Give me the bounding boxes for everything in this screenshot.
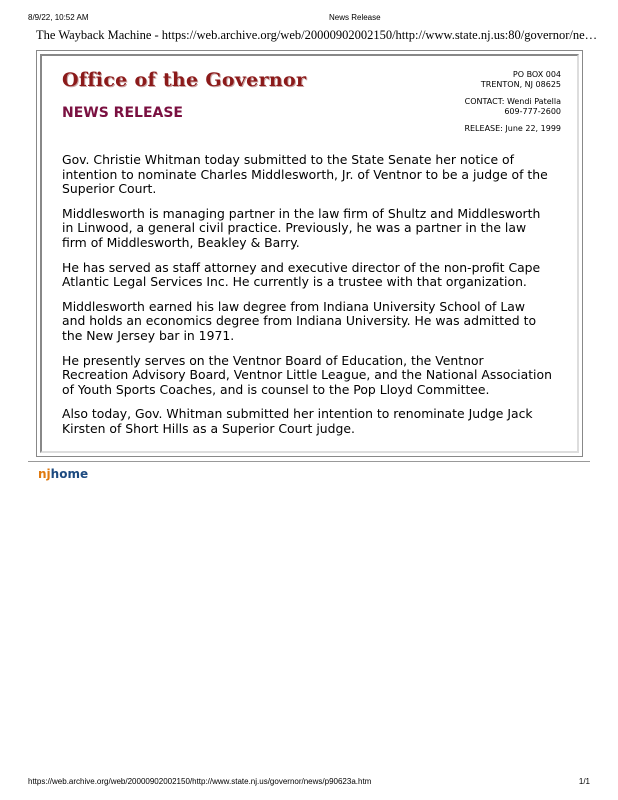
print-page-title: News Release xyxy=(329,13,381,22)
nj-logo-text: nj xyxy=(38,467,51,481)
news-release-panel xyxy=(40,54,579,453)
address-line-1: PO BOX 004 xyxy=(512,70,561,79)
contact-block xyxy=(464,70,561,134)
body-paragraph: Middlesworth earned his law degree from Indiana University School of Law and holds an economics degree from Indiana University. He was admitted to the New Jersey bar in 1971. xyxy=(62,298,537,343)
wayback-title: The Wayback Machine - https://web.archive.org/web/20000902002150/http://www.state.nj.us:80/governor/ne… xyxy=(36,28,598,42)
print-datetime: 8/9/22, 10:52 AM xyxy=(28,13,89,22)
divider xyxy=(28,461,590,462)
release-body xyxy=(62,153,552,447)
contact-name: CONTACT: Wendi Patella xyxy=(464,97,561,106)
body-paragraph: Also today, Gov. Whitman submitted her intention to renominate Judge Jack Kirsten of Short Hills as a Superior Court judge. xyxy=(62,406,533,436)
release-date: RELEASE: June 22, 1999 xyxy=(464,124,561,133)
contact-phone: 609-777-2600 xyxy=(504,107,561,116)
body-paragraph: He has served as staff attorney and executive director of the non-profit Cape Atlantic Legal Services Inc. He currently is a trustee with that organization. xyxy=(62,259,541,290)
news-release-frame xyxy=(36,50,583,457)
address-line-2: TRENTON, NJ 08625 xyxy=(480,80,561,89)
body-paragraph: He presently serves on the Ventnor Board of Education, the Ventnor Recreation Advisory Board, Ventnor Little League, and the National Association of Youth Sports Coaches, and is counsel to the Pop Lloyd Committee. xyxy=(62,352,552,397)
page-number: 1/1 xyxy=(578,777,590,786)
print-url: https://web.archive.org/web/20000902002150/http://www.state.nj.us/governor/news/p90623a.htm xyxy=(28,777,372,786)
office-title: Office of the Governor xyxy=(62,69,307,91)
home-logo-text: home xyxy=(50,467,89,481)
body-paragraph: Middlesworth is managing partner in the law firm of Shultz and Middlesworth in Linwood, a general civil practice. Previously, he was a partner in the law firm of Middlesworth, Beakley & Barry. xyxy=(62,205,541,250)
nj-home-link[interactable] xyxy=(38,467,88,481)
body-paragraph: Gov. Christie Whitman today submitted to the State Senate her notice of intention to nominate Charles Middlesworth, Jr. of Ventnor to be a judge of the Superior Court. xyxy=(62,152,548,197)
news-release-heading: NEWS RELEASE xyxy=(62,105,183,121)
